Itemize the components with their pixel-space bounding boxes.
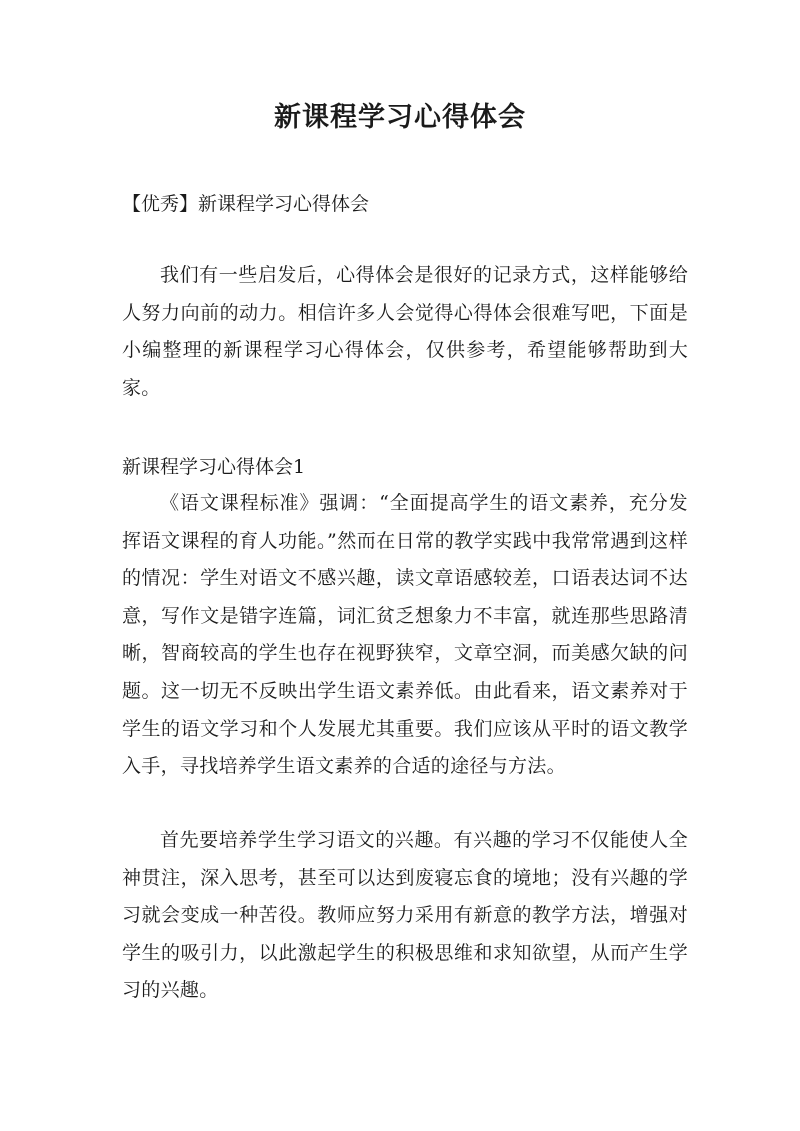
body-paragraph-2: 首先要培养学生学习语文的兴趣。有兴趣的学习不仅能使人全神贯注，深入思考，甚至可以达到废寝忘食的境地；没有兴趣的学习就会变成一种苦役。教师应努力采用有新意的教学方法，增强对学生的吸引力，以此激起学生的积极思维和求知欲望，从而产生学习的兴趣。: [122, 829, 688, 1002]
section-heading: 新课程学习心得体会1: [122, 456, 306, 478]
document-subtitle: 【优秀】新课程学习心得体会: [122, 193, 370, 215]
intro-paragraph: 我们有一些启发后，心得体会是很好的记录方式，这样能够给人努力向前的动力。相信许多人会觉得心得体会很难写吧，下面是小编整理的新课程学习心得体会，仅供参考，希望能够帮助到大家。: [122, 264, 688, 399]
body-paragraph-1: 《语文课程标准》强调：“全面提高学生的语文素养，充分发挥语文课程的育人功能。”然而在日常的教学实践中我常常遇到这样的情况：学生对语文不感兴趣，读文章语感较差，口语表达词不达意，写作文是错字连篇，词汇贫乏想象力不丰富，就连那些思路清晰，智商较高的学生也存在视野狭窄，文章空洞，而美感欠缺的问题。这一切无不反映出学生语文素养低。由此看来，语文素养对于学生的语文学习和个人发展尤其重要。我们应该从平时的语文教学入手，寻找培养学生语文素养的合适的途径与方法。: [122, 492, 688, 778]
document-title: 新课程学习心得体会: [274, 102, 526, 133]
